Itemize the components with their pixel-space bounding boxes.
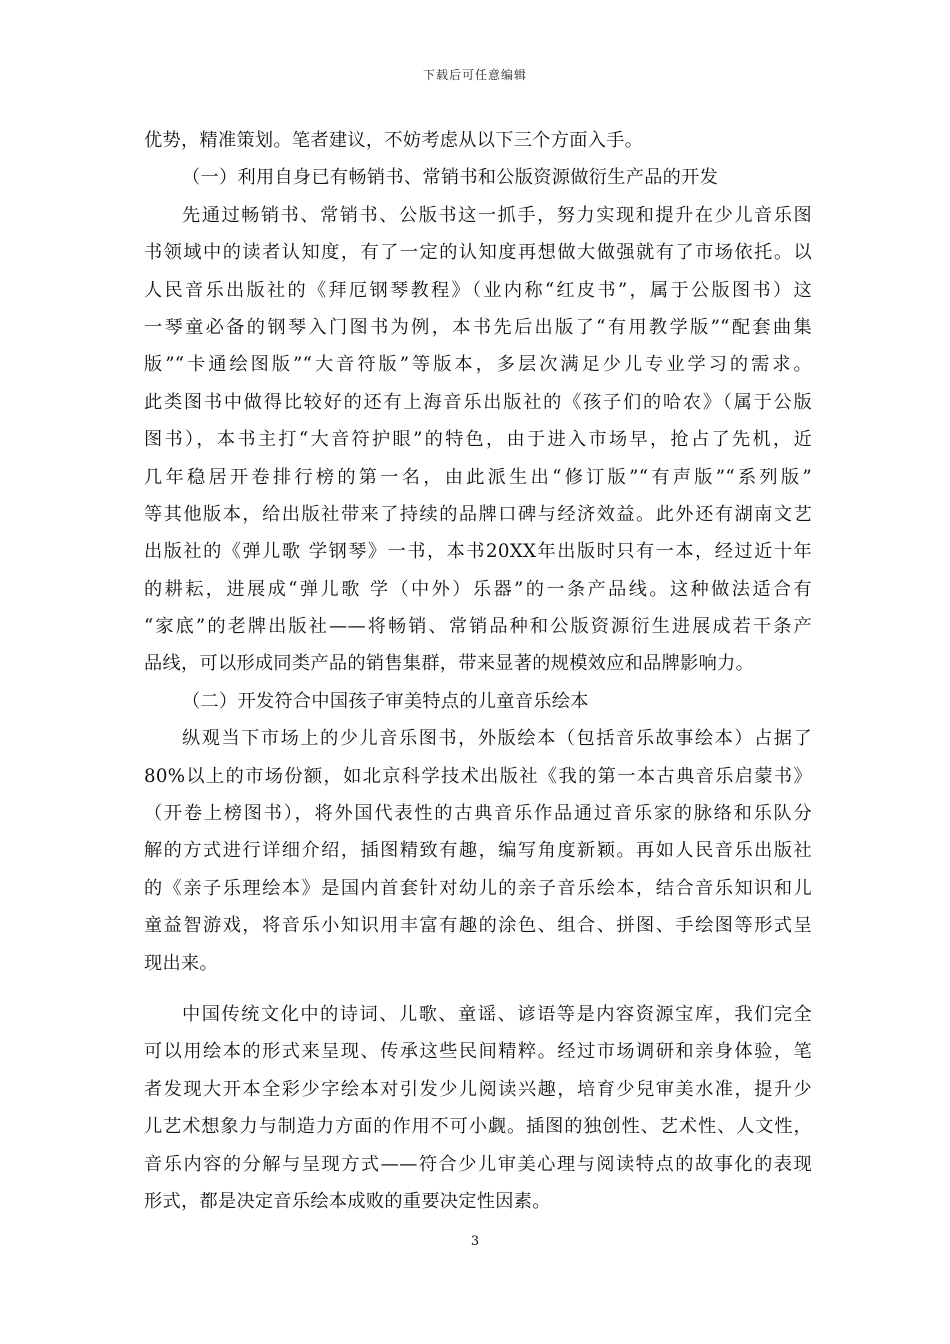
text-line: 此类图书中做得比较好的还有上海音乐出版社的《孩子们的哈农》（属于公版 bbox=[144, 391, 812, 413]
text-line: “家底”的老牌出版社——将畅销、常销品种和公版资源衍生进展成若干条产 bbox=[144, 616, 812, 638]
text-line: 图书），本书主打“大音符护眼”的特色，由于进入市场早，抢占了先机，近 bbox=[144, 429, 812, 451]
header-note: 下载后可任意编辑 bbox=[422, 68, 527, 82]
text-line: 人民音乐出版社的《拜厄钢琴教程》（业内称“红皮书”，属于公版图书）这 bbox=[144, 279, 812, 301]
text-line: 先通过畅销书、常销书、公版书这一抓手，努力实现和提升在少儿音乐图 bbox=[182, 204, 812, 226]
text-line: 的耕耘，进展成“弹儿歌 学（中外）乐器”的一条产品线。这种做法适合有 bbox=[144, 578, 812, 600]
page-number: 3 bbox=[470, 1234, 480, 1249]
text-line: 优势，精准策划。笔者建议，不妨考虑从以下三个方面入手。 bbox=[144, 130, 644, 151]
text-line: （开卷上榜图书），将外国代表性的古典音乐作品通过音乐家的脉络和乐队分 bbox=[144, 803, 812, 825]
text-line: 一琴童必备的钢琴入门图书为例，本书先后出版了“有用教学版”“配套曲集 bbox=[144, 316, 812, 338]
text-line: 出版社的《弹儿歌 学钢琴》一书，本书20XX年出版时只有一本，经过近十年 bbox=[144, 541, 812, 563]
text-line: 纵观当下市场上的少儿音乐图书，外版绘本（包括音乐故事绘本）占据了 bbox=[182, 728, 812, 750]
text-line: 形式，都是决定音乐绘本成败的重要决定性因素。 bbox=[144, 1190, 551, 1212]
text-line: 现出来。 bbox=[144, 952, 218, 974]
text-line: 中国传统文化中的诗词、儿歌、童谣、谚语等是内容资源宝库，我们完全 bbox=[182, 1003, 812, 1025]
paragraph-gap bbox=[144, 982, 812, 996]
text-line: 可以用绘本的形式来呈现、传承这些民间精粹。经过市场调研和亲身体验，笔 bbox=[144, 1041, 812, 1063]
section-heading-2: （二）开发符合中国孩子审美特点的儿童音乐绘本 bbox=[182, 690, 589, 712]
text-line: 几年稳居开卷排行榜的第一名，由此派生出“修订版”“有声版”“系列版” bbox=[144, 466, 812, 488]
text-line: 解的方式进行详细介绍，插图精致有趣，编写角度新颖。再如人民音乐出版社 bbox=[144, 840, 812, 862]
section-heading-1: （一）利用自身已有畅销书、常销书和公版资源做衍生产品的开发 bbox=[182, 167, 719, 189]
text-line: 音乐内容的分解与呈现方式——符合少儿审美心理与阅读特点的故事化的表现 bbox=[144, 1153, 812, 1175]
text-line: 的《亲子乐理绘本》是国内首套针对幼儿的亲子音乐绘本，结合音乐知识和儿 bbox=[144, 877, 812, 899]
text-line: 儿艺术想象力与制造力方面的作用不可小觑。插图的独创性、艺术性、人文性， bbox=[144, 1116, 812, 1138]
text-line: 80%以上的市场份额，如北京科学技术出版社《我的第一本古典音乐启蒙书》 bbox=[144, 765, 812, 787]
text-line: 等其他版本，给出版社带来了持续的品牌口碑与经济效益。此外还有湖南文艺 bbox=[144, 503, 812, 525]
text-line: 童益智游戏，将音乐小知识用丰富有趣的涂色、组合、拼图、手绘图等形式呈 bbox=[144, 915, 812, 937]
text-line: 版”“卡通绘图版”“大音符版”等版本，多层次满足少儿专业学习的需求。 bbox=[144, 354, 812, 376]
text-line: 品线，可以形成同类产品的销售集群，带来显著的规模效应和品牌影响力。 bbox=[144, 653, 755, 675]
text-line: 书领域中的读者认知度，有了一定的认知度再想做大做强就有了市场依托。以 bbox=[144, 242, 812, 264]
body-text bbox=[144, 122, 812, 1220]
text-line: 者发现大开本全彩少字绘本对引发少儿阅读兴趣，培育少兒审美水准，提升少 bbox=[144, 1078, 812, 1100]
